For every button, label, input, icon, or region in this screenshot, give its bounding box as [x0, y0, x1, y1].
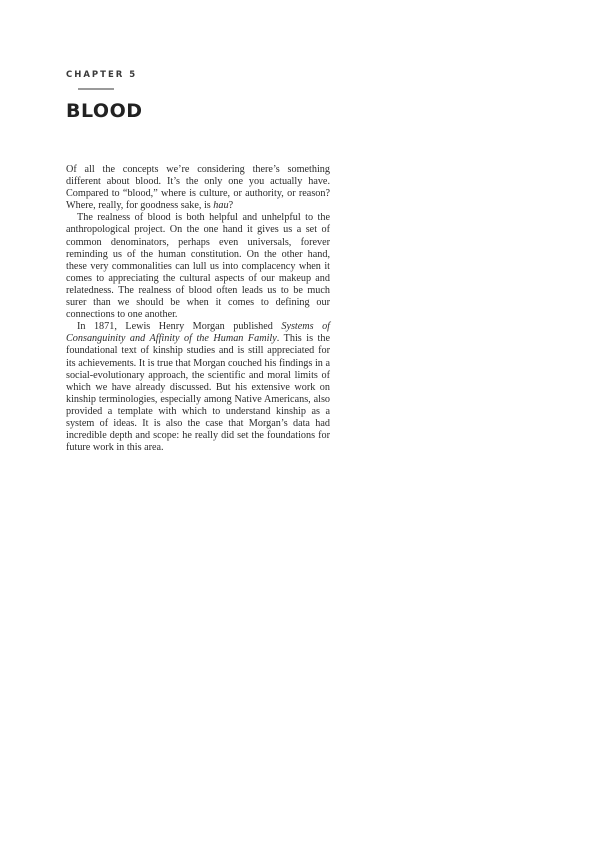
chapter-rule: [78, 88, 114, 90]
paragraph-1-end: ?: [228, 200, 234, 212]
chapter-label: CHAPTER 5: [66, 70, 138, 80]
book-title: Systems of Consanguinity and Affinity of the Human Family: [66, 321, 331, 345]
paragraph-1: [66, 164, 330, 212]
paragraph-2: The realness of blood is both helpful and unhelpful to the anthropological project. On the one hand it gives us a set of common denominators, perhaps even universals, forever reminding us of the human constitution. On the other hand, these very commonalities can lull us into complacency when it comes to appreciating the cultural aspects of our makeup and relatedness. The realness of blood often leads us to be much surer than we should be when it comes to defining our connections to one another.: [66, 212, 330, 321]
body-text: [66, 164, 330, 454]
paragraph-1-text: Of all the concepts we’re considering there’s something different about blood. It’s the only one you actually have. Compared to “blood,” where is culture, or authority, or reason? Where, really, for goodness sake, is: [66, 164, 330, 212]
chapter-title: BLOOD: [66, 100, 143, 122]
paragraph-3-text: In 1871, Lewis Henry Morgan published: [77, 321, 282, 333]
paragraph-3: [66, 321, 330, 454]
paragraph-3-end: . This is the foundational text of kinship studies and is still appreciated for its achievements. It is true that Morgan couched his findings in a social-evolutionary approach, the scientific and moral limits of which we have already discussed. But his extensive work on kinship terminologies, especially among Native Americans, also provided a template with which to understand kinship as a system of ideas. It is also the case that Morgan’s data had incredible depth and scope: he really did set the foundations for future work in this area.: [66, 333, 330, 454]
paragraph-1-italic: hau: [213, 200, 229, 212]
